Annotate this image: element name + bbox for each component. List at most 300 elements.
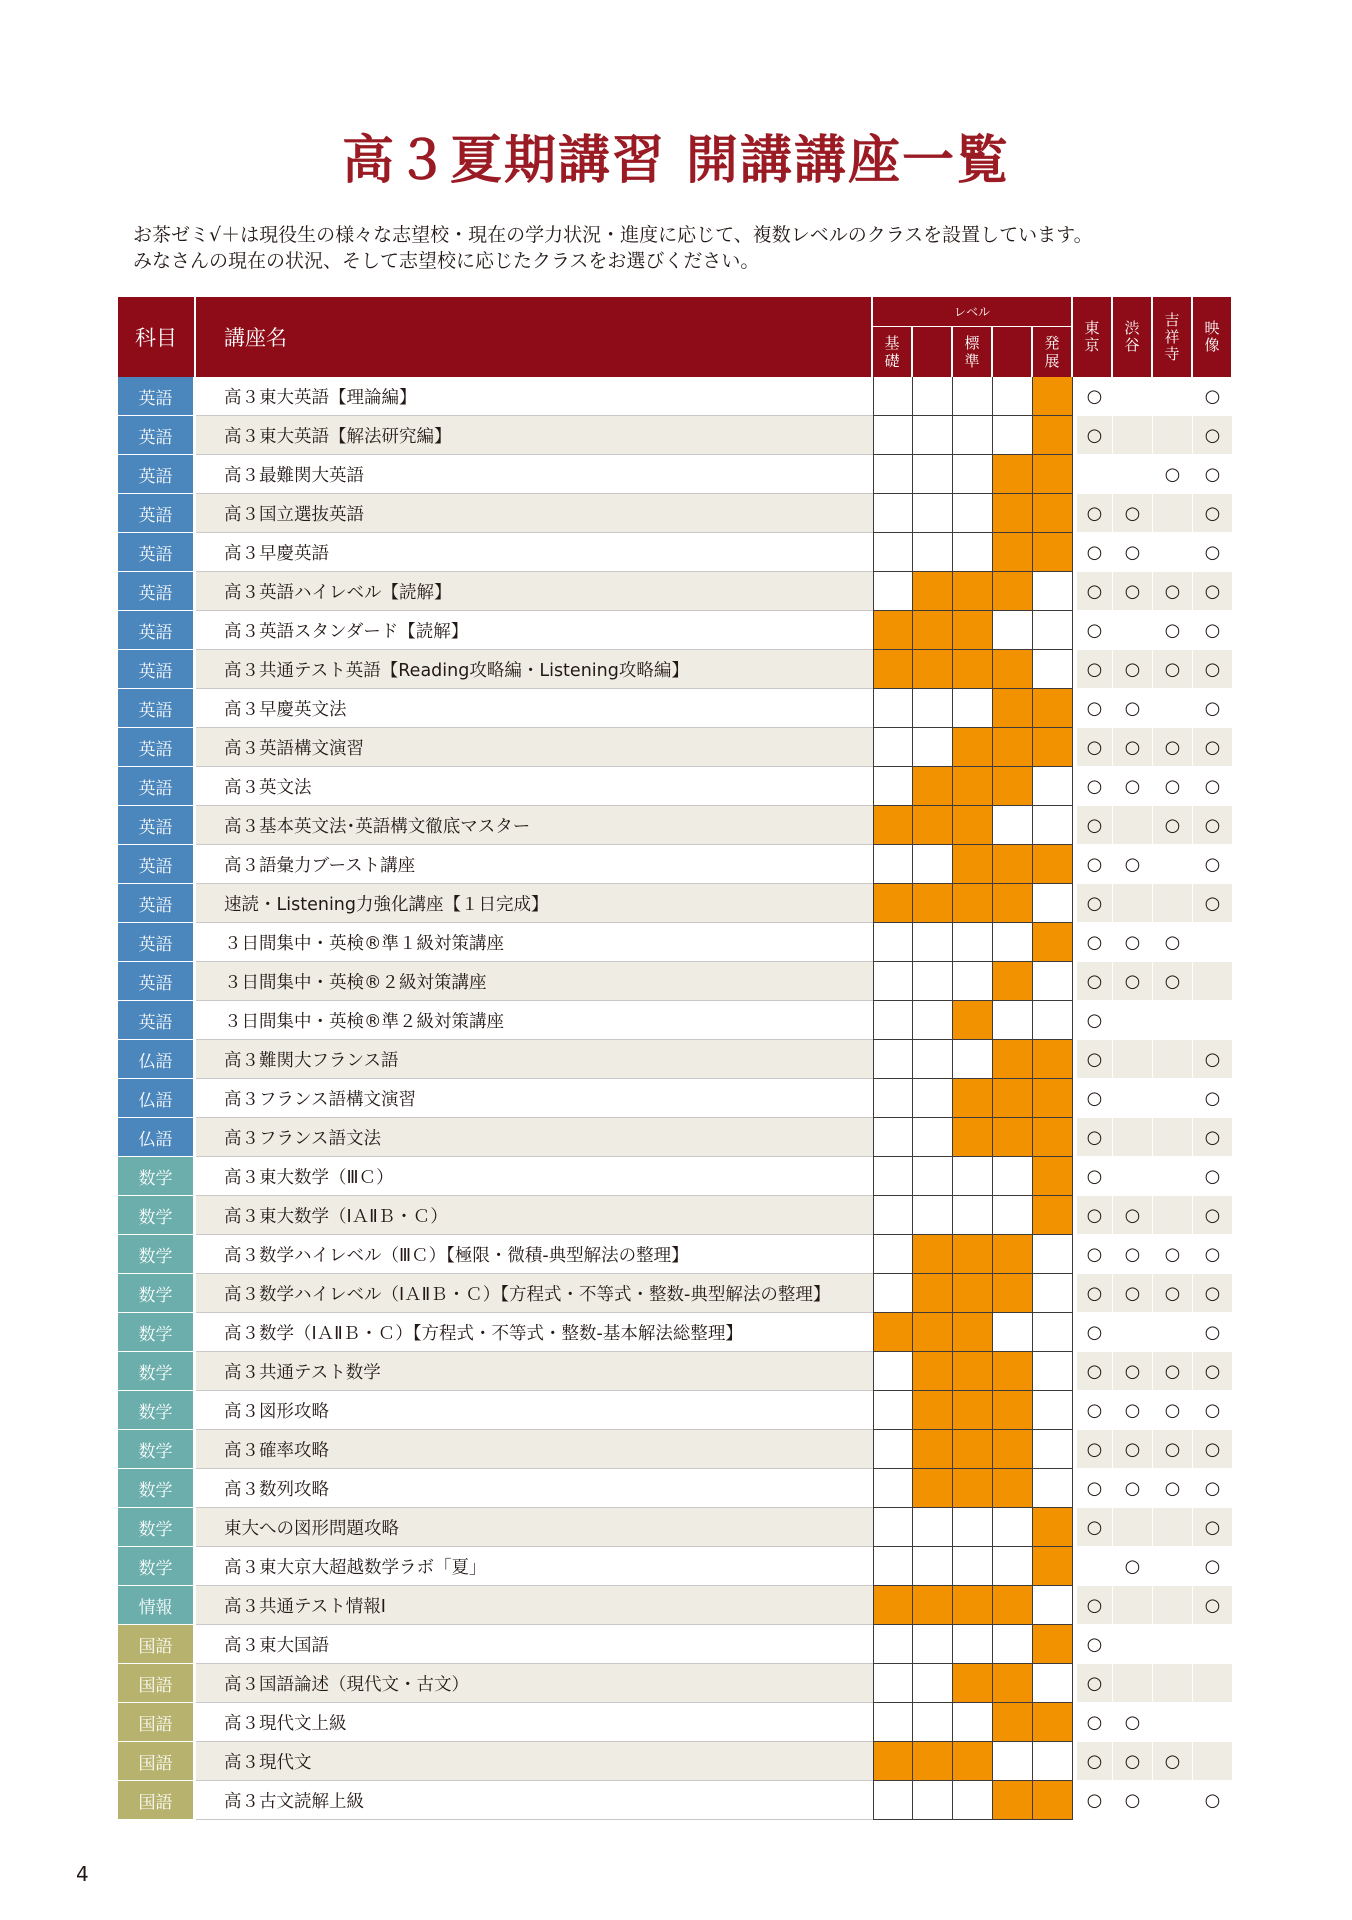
location-mark: ○ — [1153, 1742, 1193, 1781]
table-row — [118, 1742, 1233, 1781]
level-cell-active — [913, 767, 953, 806]
table-row — [118, 1664, 1233, 1703]
location-mark: ○ — [1073, 1703, 1113, 1742]
level-cell — [873, 1079, 913, 1118]
location-mark: ○ — [1073, 1196, 1113, 1235]
course-name: 高３英語ハイレベル【読解】 — [196, 572, 873, 611]
level-cell-active — [873, 1313, 913, 1352]
table-row — [118, 1001, 1233, 1040]
table-row — [118, 1196, 1233, 1235]
subject-badge: 数学 — [118, 1196, 196, 1235]
location-mark: ○ — [1193, 728, 1233, 767]
level-cell — [1033, 1313, 1073, 1352]
subject-badge: 仏語 — [118, 1118, 196, 1157]
subject-badge: 英語 — [118, 845, 196, 884]
level-cell-active — [873, 611, 913, 650]
level-cell — [953, 923, 993, 962]
level-cell-active — [1033, 728, 1073, 767]
level-cell-active — [993, 1664, 1033, 1703]
course-name: 高３英語スタンダード【読解】 — [196, 611, 873, 650]
location-mark — [1193, 1664, 1233, 1703]
subject-badge: 国語 — [118, 1742, 196, 1781]
location-mark: ○ — [1113, 923, 1153, 962]
table-row — [118, 767, 1233, 806]
course-name: 高３語彙力ブースト講座 — [196, 845, 873, 884]
level-cell — [913, 845, 953, 884]
subject-badge: 数学 — [118, 1235, 196, 1274]
subject-badge: 英語 — [118, 377, 196, 416]
level-cell — [953, 1703, 993, 1742]
level-cell — [873, 455, 913, 494]
level-cell — [913, 533, 953, 572]
level-cell — [1033, 806, 1073, 845]
location-mark: ○ — [1113, 1781, 1153, 1820]
subject-badge: 英語 — [118, 455, 196, 494]
course-name: 高３共通テスト数学 — [196, 1352, 873, 1391]
subject-badge: 英語 — [118, 650, 196, 689]
level-cell — [873, 962, 913, 1001]
level-cell — [873, 1625, 913, 1664]
level-cell-active — [913, 1352, 953, 1391]
subject-badge: 仏語 — [118, 1040, 196, 1079]
level-cell — [873, 416, 913, 455]
subject-badge: 国語 — [118, 1781, 196, 1820]
table-row — [118, 1274, 1233, 1313]
location-mark: ○ — [1193, 1079, 1233, 1118]
level-cell-active — [1033, 1703, 1073, 1742]
level-cell — [993, 1625, 1033, 1664]
level-cell-active — [993, 572, 1033, 611]
table-row — [118, 1625, 1233, 1664]
level-cell — [953, 1157, 993, 1196]
level-cell-active — [1033, 845, 1073, 884]
location-mark — [1113, 1664, 1153, 1703]
level-cell — [1033, 1742, 1073, 1781]
header-subject: 科目 — [118, 297, 196, 377]
location-mark — [1153, 377, 1193, 416]
level-cell — [913, 1625, 953, 1664]
location-mark: ○ — [1073, 572, 1113, 611]
location-mark — [1153, 1508, 1193, 1547]
table-row — [118, 1118, 1233, 1157]
location-mark: ○ — [1073, 1469, 1113, 1508]
location-mark: ○ — [1113, 1469, 1153, 1508]
level-cell-active — [953, 1274, 993, 1313]
level-cell-active — [953, 845, 993, 884]
location-mark: ○ — [1153, 1391, 1193, 1430]
level-cell-active — [1033, 1040, 1073, 1079]
table-row — [118, 494, 1233, 533]
location-mark: ○ — [1193, 1586, 1233, 1625]
location-mark — [1153, 1196, 1193, 1235]
location-mark: ○ — [1073, 1118, 1113, 1157]
course-name: 高３共通テスト英語【Reading攻略編・Listening攻略編】 — [196, 650, 873, 689]
level-cell — [913, 962, 953, 1001]
location-mark: ○ — [1153, 572, 1193, 611]
table-row — [118, 1313, 1233, 1352]
page-number: 4 — [76, 1862, 89, 1886]
header-level-gap — [993, 327, 1033, 377]
course-name: 高３東大数学（ⅢＣ） — [196, 1157, 873, 1196]
level-cell — [873, 1196, 913, 1235]
course-name: 高３国語論述（現代文・古文） — [196, 1664, 873, 1703]
level-cell-active — [913, 1469, 953, 1508]
location-mark: ○ — [1193, 1118, 1233, 1157]
level-cell-active — [993, 689, 1033, 728]
location-mark: ○ — [1153, 1235, 1193, 1274]
location-mark: ○ — [1113, 1235, 1153, 1274]
level-cell-active — [953, 572, 993, 611]
subject-badge: 英語 — [118, 728, 196, 767]
location-mark: ○ — [1153, 1274, 1193, 1313]
course-name: 高３国立選抜英語 — [196, 494, 873, 533]
location-mark: ○ — [1193, 884, 1233, 923]
location-mark — [1153, 1586, 1193, 1625]
location-mark: ○ — [1073, 1586, 1113, 1625]
level-cell-active — [993, 1235, 1033, 1274]
table-row — [118, 806, 1233, 845]
location-mark — [1073, 1547, 1113, 1586]
level-cell-active — [913, 1586, 953, 1625]
location-mark — [1113, 455, 1153, 494]
level-cell-active — [873, 884, 913, 923]
location-mark: ○ — [1193, 689, 1233, 728]
level-cell — [953, 533, 993, 572]
level-cell — [1033, 1391, 1073, 1430]
level-cell-active — [953, 767, 993, 806]
level-cell — [993, 1196, 1033, 1235]
level-cell — [953, 377, 993, 416]
location-mark: ○ — [1153, 806, 1193, 845]
subject-badge: 数学 — [118, 1274, 196, 1313]
level-cell — [913, 455, 953, 494]
level-cell-active — [1033, 689, 1073, 728]
level-cell-active — [913, 1391, 953, 1430]
level-cell — [993, 377, 1033, 416]
location-mark — [1113, 1508, 1153, 1547]
page-title: 高３夏期講習 開講講座一覧 — [341, 131, 1011, 191]
level-cell — [953, 455, 993, 494]
location-mark: ○ — [1073, 494, 1113, 533]
level-cell-active — [993, 1469, 1033, 1508]
course-name: 高３東大英語【解法研究編】 — [196, 416, 873, 455]
subject-badge: 英語 — [118, 1001, 196, 1040]
level-cell-active — [1033, 1118, 1073, 1157]
location-mark: ○ — [1073, 377, 1113, 416]
location-mark: ○ — [1193, 1274, 1233, 1313]
course-name: 高３現代文 — [196, 1742, 873, 1781]
subject-badge: 国語 — [118, 1703, 196, 1742]
location-mark: ○ — [1193, 767, 1233, 806]
location-mark: ○ — [1113, 494, 1153, 533]
location-mark — [1153, 845, 1193, 884]
location-mark: ○ — [1193, 611, 1233, 650]
location-mark: ○ — [1073, 1430, 1113, 1469]
level-cell — [873, 845, 913, 884]
level-cell-active — [873, 1586, 913, 1625]
location-mark: ○ — [1193, 1430, 1233, 1469]
level-cell — [993, 1508, 1033, 1547]
level-cell — [873, 1547, 913, 1586]
level-cell-active — [993, 1430, 1033, 1469]
level-cell — [873, 689, 913, 728]
location-mark: ○ — [1113, 689, 1153, 728]
subject-badge: 英語 — [118, 533, 196, 572]
level-cell-active — [993, 1118, 1033, 1157]
level-cell — [953, 416, 993, 455]
subject-badge: 数学 — [118, 1157, 196, 1196]
header-loc-tokyo: 東 京 — [1073, 297, 1113, 377]
location-mark — [1153, 416, 1193, 455]
subject-badge: 国語 — [118, 1625, 196, 1664]
location-mark: ○ — [1153, 728, 1193, 767]
location-mark: ○ — [1153, 455, 1193, 494]
location-mark — [1193, 1703, 1233, 1742]
location-mark: ○ — [1073, 1235, 1113, 1274]
course-name: 高３英語構文演習 — [196, 728, 873, 767]
location-mark: ○ — [1113, 728, 1153, 767]
location-mark — [1113, 377, 1153, 416]
level-cell — [913, 1781, 953, 1820]
subject-badge: 数学 — [118, 1391, 196, 1430]
header-level-basic: 基 礎 — [873, 327, 913, 377]
location-mark: ○ — [1073, 962, 1113, 1001]
table-row — [118, 884, 1233, 923]
location-mark — [1113, 1001, 1153, 1040]
level-cell-active — [953, 1001, 993, 1040]
level-cell-active — [913, 1235, 953, 1274]
table-row — [118, 611, 1233, 650]
course-name: 高３英文法 — [196, 767, 873, 806]
level-cell-active — [1033, 1625, 1073, 1664]
level-cell — [913, 1040, 953, 1079]
location-mark: ○ — [1073, 689, 1113, 728]
level-cell — [873, 1274, 913, 1313]
level-cell-active — [993, 884, 1033, 923]
location-mark — [1153, 1547, 1193, 1586]
location-mark — [1113, 806, 1153, 845]
course-name: 高３早慶英語 — [196, 533, 873, 572]
level-cell — [1033, 1430, 1073, 1469]
level-cell-active — [953, 611, 993, 650]
subject-badge: 英語 — [118, 611, 196, 650]
location-mark: ○ — [1113, 1196, 1153, 1235]
course-name: ３日間集中・英検®準１級対策講座 — [196, 923, 873, 962]
level-cell-active — [913, 1313, 953, 1352]
location-mark: ○ — [1153, 1469, 1193, 1508]
location-mark — [1153, 1664, 1193, 1703]
level-cell — [913, 1703, 953, 1742]
level-cell — [993, 923, 1033, 962]
location-mark: ○ — [1113, 1742, 1153, 1781]
level-cell — [873, 1391, 913, 1430]
level-cell-active — [953, 1586, 993, 1625]
header-level-gap — [913, 327, 953, 377]
level-cell — [913, 923, 953, 962]
course-name: 高３難関大フランス語 — [196, 1040, 873, 1079]
course-name: 高３数学（ⅠＡⅡＢ・Ｃ）【方程式・不等式・整数-基本解法総整理】 — [196, 1313, 873, 1352]
level-cell — [1033, 884, 1073, 923]
level-cell-active — [993, 962, 1033, 1001]
location-mark — [1153, 1313, 1193, 1352]
subject-badge: 英語 — [118, 494, 196, 533]
level-cell — [1033, 962, 1073, 1001]
subject-badge: 英語 — [118, 416, 196, 455]
table-row — [118, 1352, 1233, 1391]
level-cell-active — [993, 767, 1033, 806]
level-cell — [873, 728, 913, 767]
level-cell-active — [993, 1703, 1033, 1742]
location-mark — [1193, 1742, 1233, 1781]
subject-badge: 英語 — [118, 923, 196, 962]
level-cell-active — [953, 650, 993, 689]
location-mark — [1153, 1001, 1193, 1040]
location-mark: ○ — [1193, 1352, 1233, 1391]
location-mark: ○ — [1193, 1547, 1233, 1586]
course-name: 高３古文読解上級 — [196, 1781, 873, 1820]
header-level: レベル — [873, 297, 1073, 327]
location-mark — [1153, 1040, 1193, 1079]
level-cell-active — [993, 1274, 1033, 1313]
location-mark — [1153, 1781, 1193, 1820]
location-mark: ○ — [1113, 650, 1153, 689]
course-name: 高３東大数学（ⅠＡⅡＢ・Ｃ） — [196, 1196, 873, 1235]
location-mark — [1153, 689, 1193, 728]
location-mark: ○ — [1113, 1547, 1153, 1586]
level-cell-active — [993, 728, 1033, 767]
location-mark: ○ — [1193, 1313, 1233, 1352]
level-cell-active — [993, 650, 1033, 689]
level-cell — [913, 689, 953, 728]
table-row — [118, 962, 1233, 1001]
subject-badge: 数学 — [118, 1547, 196, 1586]
subject-badge: 数学 — [118, 1430, 196, 1469]
subject-badge: 数学 — [118, 1352, 196, 1391]
location-mark: ○ — [1073, 1001, 1113, 1040]
table-row — [118, 1430, 1233, 1469]
level-cell — [953, 1547, 993, 1586]
level-cell-active — [1033, 1508, 1073, 1547]
table-row — [118, 533, 1233, 572]
location-mark — [1193, 1625, 1233, 1664]
level-cell — [873, 1430, 913, 1469]
level-cell-active — [993, 1352, 1033, 1391]
location-mark: ○ — [1073, 1508, 1113, 1547]
location-mark — [1113, 1079, 1153, 1118]
subject-badge: 数学 — [118, 1469, 196, 1508]
level-cell — [1033, 1274, 1073, 1313]
intro-text — [133, 222, 1233, 274]
level-cell — [913, 1508, 953, 1547]
table-row — [118, 1586, 1233, 1625]
location-mark: ○ — [1073, 533, 1113, 572]
location-mark: ○ — [1073, 845, 1113, 884]
table-row — [118, 1781, 1233, 1820]
location-mark: ○ — [1193, 845, 1233, 884]
location-mark: ○ — [1193, 572, 1233, 611]
location-mark — [1193, 923, 1233, 962]
level-cell-active — [1033, 1781, 1073, 1820]
location-mark: ○ — [1193, 416, 1233, 455]
level-cell — [913, 494, 953, 533]
level-cell-active — [953, 1391, 993, 1430]
level-cell-active — [993, 533, 1033, 572]
level-cell-active — [1033, 533, 1073, 572]
level-cell — [913, 377, 953, 416]
level-cell — [913, 1664, 953, 1703]
location-mark: ○ — [1153, 767, 1193, 806]
location-mark — [1193, 1001, 1233, 1040]
location-mark: ○ — [1193, 806, 1233, 845]
table-row — [118, 728, 1233, 767]
level-cell-active — [993, 494, 1033, 533]
level-cell — [993, 1742, 1033, 1781]
level-cell — [873, 1001, 913, 1040]
table-row — [118, 845, 1233, 884]
course-name: 高３最難関大英語 — [196, 455, 873, 494]
subject-badge: 英語 — [118, 689, 196, 728]
location-mark: ○ — [1153, 962, 1193, 1001]
level-cell-active — [953, 1235, 993, 1274]
level-cell-active — [1033, 1079, 1073, 1118]
location-mark: ○ — [1073, 1040, 1113, 1079]
header-loc-kichijoji: 吉 祥 寺 — [1153, 297, 1193, 377]
level-cell — [873, 767, 913, 806]
table-row — [118, 689, 1233, 728]
location-mark: ○ — [1073, 1742, 1113, 1781]
subject-badge: 情報 — [118, 1586, 196, 1625]
table-row — [118, 416, 1233, 455]
level-cell-active — [993, 1079, 1033, 1118]
table-row — [118, 1391, 1233, 1430]
level-cell-active — [953, 1313, 993, 1352]
level-cell-active — [873, 806, 913, 845]
location-mark: ○ — [1153, 611, 1193, 650]
level-cell-active — [1033, 1157, 1073, 1196]
level-cell — [913, 416, 953, 455]
level-cell-active — [873, 650, 913, 689]
location-mark: ○ — [1193, 533, 1233, 572]
table-row — [118, 1508, 1233, 1547]
level-cell — [993, 806, 1033, 845]
table-row — [118, 377, 1233, 416]
level-cell-active — [913, 806, 953, 845]
level-cell-active — [953, 1079, 993, 1118]
location-mark: ○ — [1193, 494, 1233, 533]
header-level-advanced: 発 展 — [1033, 327, 1073, 377]
location-mark: ○ — [1193, 1040, 1233, 1079]
level-cell — [873, 494, 913, 533]
subject-badge: 数学 — [118, 1508, 196, 1547]
table-row — [118, 1235, 1233, 1274]
location-mark — [1153, 1079, 1193, 1118]
location-mark: ○ — [1113, 962, 1153, 1001]
table-row — [118, 455, 1233, 494]
level-cell-active — [993, 1586, 1033, 1625]
location-mark: ○ — [1073, 728, 1113, 767]
location-mark: ○ — [1073, 1352, 1113, 1391]
location-mark: ○ — [1193, 1508, 1233, 1547]
level-cell-active — [953, 728, 993, 767]
location-mark: ○ — [1073, 806, 1113, 845]
level-cell — [1033, 1469, 1073, 1508]
intro-line-1: お茶ゼミ√＋は現役生の様々な志望校・現在の学力状況・進度に応じて、複数レベルのクラスを設置しています。 — [133, 224, 1093, 246]
location-mark — [1113, 884, 1153, 923]
level-cell — [873, 533, 913, 572]
level-cell — [993, 416, 1033, 455]
level-cell — [1033, 611, 1073, 650]
level-cell — [1033, 1664, 1073, 1703]
